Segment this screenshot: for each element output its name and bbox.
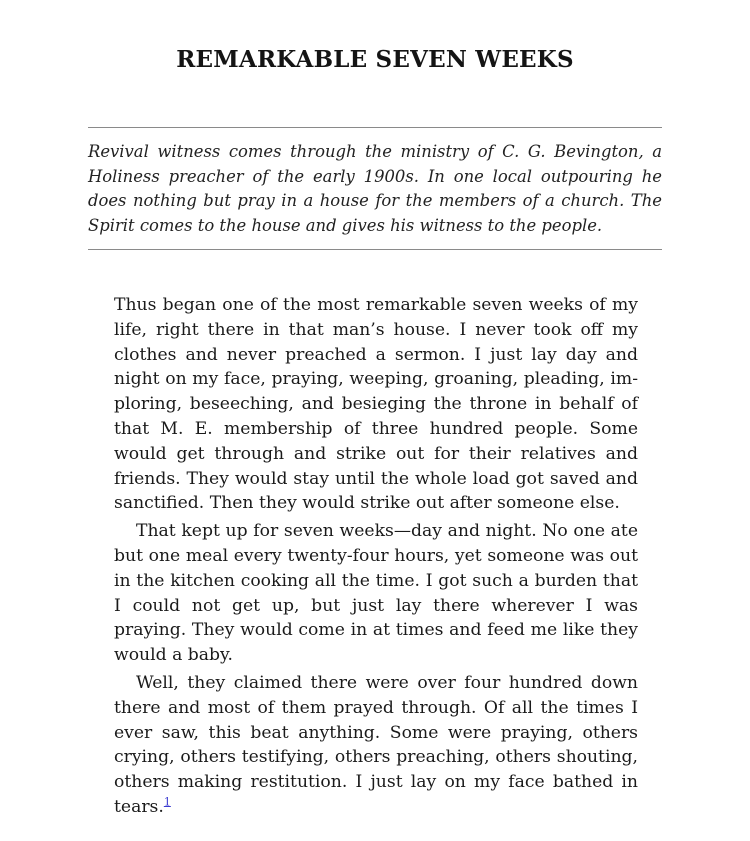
chapter-title: REMARKABLE SEVEN WEEKS xyxy=(176,46,574,73)
paragraph-1: Thus began one of the most remarkable seven weeks of my life, right there in that man’s house. I never took off my clothes and never preached a sermon. I just lay day and night on my face, praying, weeping, groaning, pleading, imploring, beseeching, and besieging the throne in behalf of that M. E. membership of three hundred people. Some would get through and strike out for their relatives and friends. They would stay until the whole load got saved and sanctified. Then they would strike out after someone else. xyxy=(114,295,638,514)
epigraph-bottom-rule xyxy=(88,249,662,250)
paragraph-3 xyxy=(114,671,638,820)
epigraph-text: Revival witness comes through the ministry of C. G. Bevington, a Holiness preacher of the early 1900s. In one local outpouring he does nothing but pray in a house for the members of a church. The Spirit comes to the house and gives his witness to the people. xyxy=(88,142,662,235)
paragraph-2: That kept up for seven weeks—day and night. No one ate but one meal every twenty-four hours, yet someone was out in the kitchen cooking all the time. I got such a burden that I could not get up, but just lay there wherever I was praying. They would come in at times and feed me like they would a baby. xyxy=(114,521,638,666)
epigraph-top-rule xyxy=(88,127,662,128)
paragraph-3-text: Well, they claimed there were over four hundred down there and most of them prayed through. Of all the times I ever saw, this beat anything. Some were praying, others crying, others testifying, others preaching, others shouting, others making restitution. I just lay on my face bathed in tears. xyxy=(114,672,638,817)
footnote-link[interactable]: 1 xyxy=(163,795,171,809)
body-text xyxy=(114,293,638,823)
